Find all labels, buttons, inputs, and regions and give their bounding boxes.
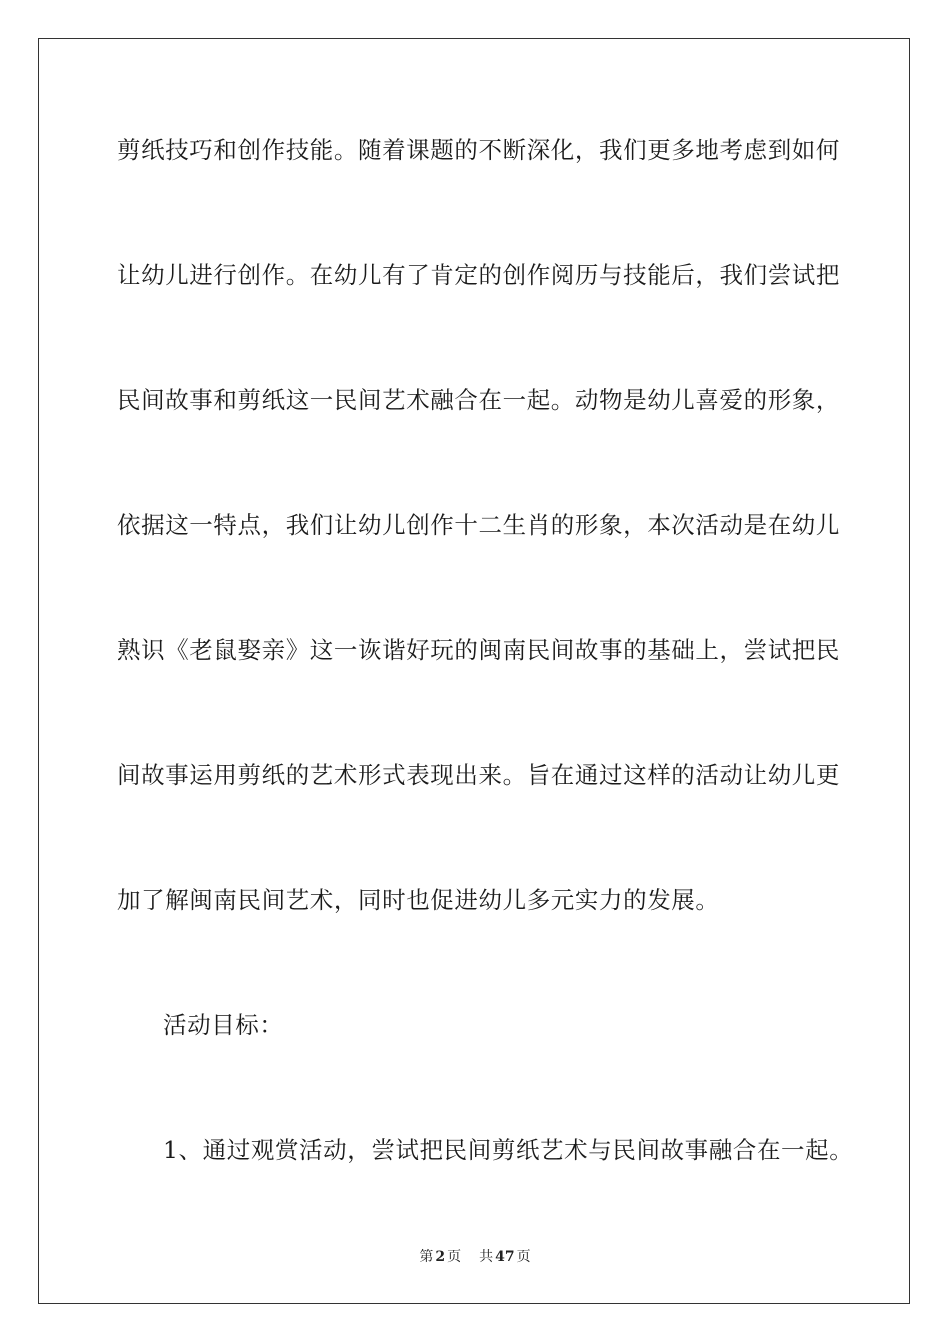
total-suffix: 页 bbox=[516, 1249, 531, 1265]
total-prefix: 共 bbox=[479, 1249, 494, 1265]
goal-item-1: 1、通过观赏活动，尝试把民间剪纸艺术与民间故事融合在一起。 bbox=[163, 1136, 854, 1164]
page-border bbox=[38, 38, 910, 1304]
body-line-4: 依据这一特点，我们让幼儿创作十二生肖的形象，本次活动是在幼儿 bbox=[117, 511, 840, 539]
page-suffix: 页 bbox=[447, 1249, 462, 1265]
total-pages: 47 bbox=[495, 1249, 515, 1265]
body-line-5: 熟识《老鼠娶亲》这一诙谐好玩的闽南民间故事的基础上，尝试把民 bbox=[117, 636, 840, 664]
body-line-7: 加了解闽南民间艺术，同时也促进幼儿多元实力的发展。 bbox=[117, 886, 720, 914]
body-line-6: 间故事运用剪纸的艺术形式表现出来。旨在通过这样的活动让幼儿更 bbox=[117, 761, 840, 789]
page-prefix: 第 bbox=[419, 1249, 434, 1265]
body-line-3: 民间故事和剪纸这一民间艺术融合在一起。动物是幼儿喜爱的形象， bbox=[117, 386, 840, 414]
body-line-1: 剪纸技巧和创作技能。随着课题的不断深化，我们更多地考虑到如何 bbox=[117, 136, 840, 164]
page-number: 2 bbox=[435, 1249, 446, 1265]
body-line-2: 让幼儿进行创作。在幼儿有了肯定的创作阅历与技能后，我们尝试把 bbox=[117, 261, 840, 289]
page-footer bbox=[0, 1248, 950, 1266]
section-heading: 活动目标： bbox=[163, 1011, 284, 1039]
